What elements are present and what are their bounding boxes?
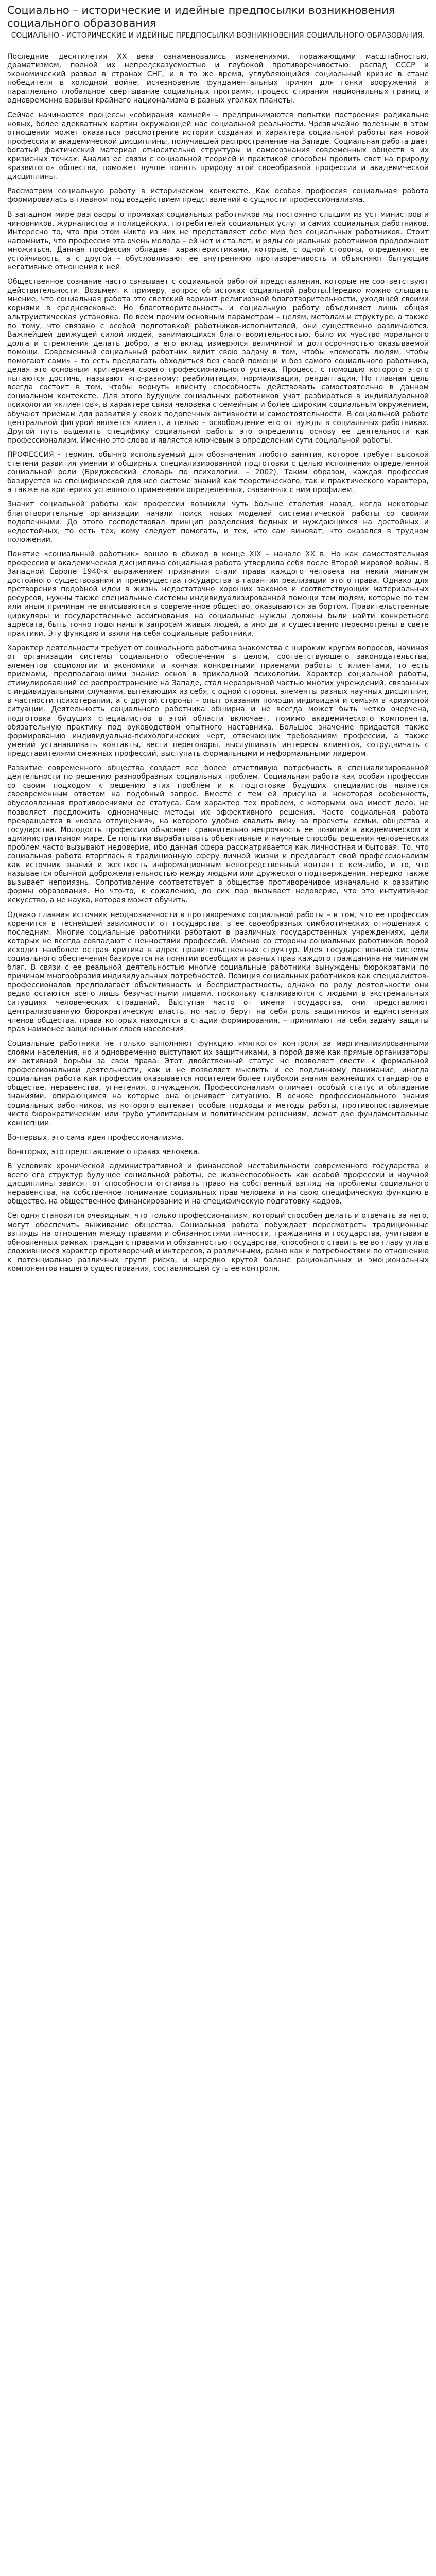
- document-title: Социально – исторические и идейные предпосылки возникновения социального образования: [7, 4, 395, 29]
- paragraph: В западном мире разговоры о промахах социальных работников мы постоянно слышим из уст министров и чиновников, журналистов и полицейских, потребителей социальных услуг и самих социальных работников. Интересно то, что при этом никто из них не представляет себе мир без социальных работников. Стоит напомнить, что профессия эта очень молода – ей нет и ста лет, и ряды социальных работников продолжают множиться. Данная профессия обладает характеристиками, которые, с одной стороны, определяют ее устойчивость, а с другой – обусловливают ее внутреннюю противоречивость и объясняют бытующие негативные отношения к ней.: [7, 210, 429, 272]
- paragraph: Общественное сознание часто связывает с социальной работой представления, которые не соответствуют действительности. Возьмем, к примеру, вопрос об истоках социальной работы.Нередко можно слышать мнение, что социальная работа это светский вариант религиозной благотворительности, уходящей своими корнями в средневековье. Но благотворительность и социальную работу объединяет лишь общая альтруистическая установка. По всем прочим основным параметрам – целям, методам и структуре, а также по тому, что связано с особой подготовкой работников-исполнителей, они существенно различаются. Важнейшей движущей силой людей, занимающихся благотворительностью, было их чувство морального долга и стремления делать добро, а его вклад измерялся величиной и долгосрочностью оказываемой помощи. Современный социальный работник видит свою задачу в том, чтобы «помогать людям, чтобы помогают сами» – то есть предлагать обходиться без своей помощи и без самого социального работника, делая это основным критерием своего профессионального успеха. Процесс, с помощью которого этого пытаются достичь, называют «по-разному: реабилитация, нормализация, рендаптация. Но главная цель всегда состоит в том, чтобы вернуть клиенту способность действовать самостоятельно в данном социальном контексте. Для этого будущих социальных работников учат разбираться в индивидуальной психологии «клиентов», в характере связи человека с семейным и более широким социальным окружением, обучают приемам для развития у своих подопечных активности и самостоятельности. В социальной работе центральной фигурой является клиент, а целью – освобождение его от нужды в социальных работниках. Другой путь выделить специфику социальной работы это определить основу ее деятельности как профессионализм. Именно это слово и является ключевым в определении сути социальной работы.: [7, 278, 429, 445]
- paragraph: Последние десятилетия XX века ознаменовались изменениями, поражающими масштабностью, драматизмом, полной их непредсказуемостью и глубокой противоречивостью: распад СССР и экономический развал в странах СНГ, и в то же время, углубляющийся социальный кризис в стане победителя в холодной войне, исчезновение фундаментальных причин для гонки вооружений и параллельно глобальное свертывание социальных программ, процесс стирания национальных границ и одновременно взрывы крайнего национализма в разных уголках планеты.: [7, 53, 429, 105]
- paragraph: Во-первых, это сама идея профессионализма.: [7, 1133, 184, 1142]
- paragraph: ПРОФЕССИЯ - термин, обычно используемый для обозначения любого занятия, которое требует высокой степени развития умений и обширных специализированной подготовки с целью исполнения определенной социальной роли (Бриджевский словарь по психологии. – 2002). Таким образом, каждая профессия базируется на специфической для нее системе знаний как теоретического, так и практического характера, а также на критериях успешного применения определенных, связанных с ним профилем.: [7, 450, 429, 495]
- paragraph: Однако главная источник неоднозначности в противоречиях социальной работы – в том, что ее профессия коренится в теснейшей зависимости от государства, в ее своеобразных симбиотических отношениях с последним. Многие социальные работники работают в различных государственных учреждениях, цели которых не всегда совпадают с ценностями профессий. Именно со стороны социальных работников порой исходит наиболее острая критика в адрес правительственных структур. Идея государственной системы социального обеспечения базируется на понятии всеобщих и равных прав каждого гражданина на минимум благ. В связи с ее реальной деятельностью многие социальные работники вынуждены бюрократами по причинам многообразия индивидуальных потребностей. Позиция социальных работников как специалистов-профессионалов предполагает объективность и беспристрастность, однако по роду деятельности они редко остаются всего лишь безучастными лицами, поскольку сталкиваются с людьми в экстремальных ситуациях человеческих страданий. Выступая часто от имени государства, они представляют централизованную бюрократическую власть, но часто берут на себя роль защитников и единственных членов общества, права которых находятся в стадии формирования, – принимают на себя задачу защиты прав наименее защищенных слоев населения.: [7, 910, 429, 1033]
- paragraph: Социальные работники не только выполняют функцию «мягкого» контроля за маргинализированными слоями населения, но и одновременно выступают их защитниками, а порой даже как прямые организаторы их активной борьбы за свои права. Этот двойственный статус не позволяет свести к формальной профессиональной деятельности, как и не позволяет мыслить и ее подлинному понимание, иногда социальная работа как профессия оказывается носителем более глубокой знания важнейших стандартов в обществе, неравенства, угнетения, отчуждения. Профессионализм отличает особый статус и обладание знаниями, опирающимся на которые она оценивает ситуацию. В основе профессионального знания социальных работников, из которого вытекает особые подходы и методы работы, противопоставляемые чисто бюрократическим или грубо утилитарным и политическим решениям, лежат две фундаментальные концепции.: [7, 1039, 429, 1127]
- paragraph: Сейчас начинаются процессы «собирания камней» – предпринимаются попытки построения радикально новых, более адекватных картин окружающей нас социальной реальности. Чрезвычайно полезным в этом отношении может оказаться рассмотрение истории создания и характера социальной работы как новой профессии и академической дисциплины, получившей распространение на Западе. Социальная работа дает богатый фактический материал относительно структуры и самосознания современных обществ в их кризисных точках. Анализ ее связи с социальной теорией и практикой способен пролить свет на природу «развитого» общества, поможет лучше понять природу этой своеобразной профессии и академической дисциплины.: [7, 111, 429, 181]
- paragraph: Характер деятельности требует от социального работника знакомства с широким кругом вопросов, начиная от организации системы социального обеспечения в целом, соответствующего законодательства, элементов социологии и экономики и кончая конкретными приемами работы с клиентами, то есть приемами, предполагающими знание основ в прикладной психологии. Характер социальной работы, стимулировавший ее распространение на Западе, стал неразрывной частью многих учреждений, связанных с индивидуальными случаями, вытекающих из себя, с одной стороны, элементы разных научных дисциплин, в частности психотерапии, а с другой стороны – опыт оказания помощи индивидам и семьям в кризисной ситуации. Деятельность социального работника обширна и не всегда может быть четко очерчена, подготовка будущих специалистов в этой области включает, помимо академического компонента, обязательную практику под руководством опытного наставника. Большое значение придается также формированию индивидуально-психологических черт, отвечающих требованиям профессии, а также умений устанавливать контакты, вести переговоры, выслушивать интересы клиентов, сотрудничать с представителями смежных профессий, выступать формальными и неформальными лидером.: [7, 643, 429, 758]
- paragraph: Значит социальной работы как профессии возникли чуть больше столетия назад, когда некоторые благотворительные организации начали поиск новых моделей систематической работы со своими подопечными. До этого господствовал принцип разделения бедных и нуждающихся на достойных и недостойных, то есть тех, кому следует помогать, и тех, кто сам виноват, что оказался в трудном положении.: [7, 500, 429, 544]
- document-subtitle: СОЦИАЛЬНО - ИСТОРИЧЕСКИЕ И ИДЕЙНЫЕ ПРЕДПОСЫЛКИ ВОЗНИКНОВЕНИЯ СОЦИАЛЬНОГО ОБРАЗОВАНИЯ.: [11, 31, 425, 40]
- paragraph: Понятие «социальный работник» вошло в обиход в конце XIX – начале XX в. Но как самостоятельная профессия и академическая дисциплина социальная работа утвердила себя после Второй мировой войны. В Западной Европе 1940-х выражением признания стали права каждого человека на некий минимум достойного существования и преимущества государства в гарантии реализации этого права. Однако для претворения подобной идеи в жизнь недостаточно хороших законов и соответствующих материальных ресурсов, нужны также специальные системы индивидуализированной помощи тем людям, которые по тем или иным причинам не вписываются в современное общество, оказываются за бортом. Правительственные циркуляры и государственные ассигнования на социальные нужды должны были найти конкретного адресата, быть точно подогнаны к запросам живых людей, а иногда и существенно пересмотрены в свете практики. Эту функцию и взяли на себя социальные работники.: [7, 550, 429, 638]
- paragraph: Рассмотрим социальную работу в историческом контексте. Как особая профессия социальная работа формировалась в главном под воздействием представлений о сущности профессионализма.: [7, 187, 429, 205]
- paragraph: Развитие современного общества создает все более отчетливую потребность в специализированной деятельности по решению разнообразных социальных проблем. Социальная работа как особая профессия со своим подходом к решению этих проблем и к подготовке будущих специалистов является своевременным ответом на подобный запрос. Вместе с тем ей присуща и некоторая особенность, обусловленная противоречиями ее статуса. Сам характер тех проблем, с которыми она имеет дело, не позволяет предложить однозначные методы их эффективного решения. Часто социальная работа превращается в «козла отпущения», на которого удобно свалить вину за просчеты семьи, общества и государства. Молодость профессии объясняет сравнительно непрочность ее позиций в академическом и административном мире. Ее попытки вырабатывать объективные и научные способы решения человеческих проблем часто вызывают недоверие, ибо данная сфера рассматривается как личностная и бытовая. То, что социальная работа вторглась в традиционную сферу личной жизни и предлагает свой профессионализм как источник знаний и жесткость информационным непосредственный контакт с кем-либо, и то, что называется обычной доброжелательностью между людьми или дружеского подтверждения, нередко также вызывает неприязнь. Сопротивление соответствует в обществе противоречивое изначально к развитию формы образования. Но что-то, к сожалению, до сих пор вызывает недоверие, что это интуитивное искусство, а не наука, которая может обучить.: [7, 764, 429, 905]
- document-body: [7, 53, 429, 1274]
- paragraph: Во-вторых, это представление о правах человека.: [7, 1147, 200, 1156]
- paragraph: Сегодня становится очевидным, что только профессионализм, который способен делать и отвечать за него, могут обеспечить выживание общества. Социальная работа побуждает пересмотреть традиционные взгляды на отношения между правами и обязанностями личности, гражданина и государства, учитывая в обновленных рамках граждан с правами и обязанностью государства, способного ставить ее во главу угла в сложившиеся характер противоречий и интересов, а различными, равно как и потребностями по отношению к потенциально различных групп риска, и нередко крутой баланс рациональных и эмоциональных компонентов нашего существования, составляющей суть ее контроля.: [7, 1212, 429, 1273]
- paragraph: В условиях хронической административной и финансовой нестабильности современного государства и всего его структур будущее социальной работы, ее жизнеспособность как особой профессии и научной дисциплины зависят от способности отстаивать право на собственный взгляд на проблемы социального неравенства, на собственное понимание социальных прав человека и на свою специфическую функцию в обществе, на общественное финансирование и на специфическую подготовку кадров.: [7, 1162, 429, 1206]
